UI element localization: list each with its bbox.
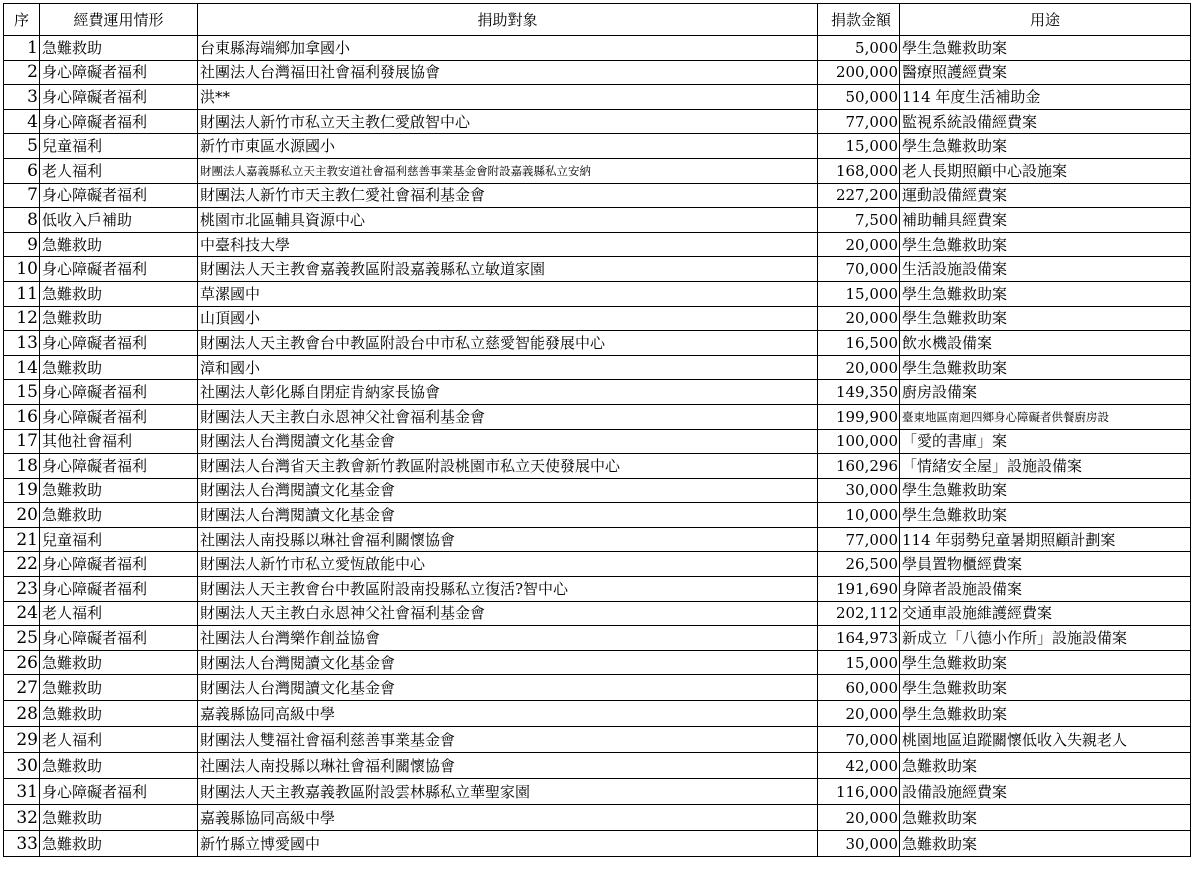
row-purpose: 運動設備經費案 — [900, 183, 1191, 208]
row-use: 急難救助 — [40, 355, 198, 380]
row-use: 急難救助 — [40, 503, 198, 528]
row-org: 社團法人彰化縣自閉症肯納家長協會 — [198, 380, 818, 405]
row-use: 其他社會福利 — [40, 429, 198, 454]
row-purpose: 身障者設施設備案 — [900, 577, 1191, 602]
row-org: 山頂國小 — [198, 306, 818, 331]
row-use: 身心障礙者福利 — [40, 331, 198, 356]
header-use: 經費運用情形 — [40, 4, 198, 36]
row-purpose: 交通車設施維護經費案 — [900, 601, 1191, 626]
table-row — [4, 675, 1191, 701]
table-row — [4, 779, 1191, 805]
row-purpose: 114 年度生活補助金 — [900, 85, 1191, 110]
row-seq: 4 — [4, 109, 40, 134]
row-purpose: 學生急難救助案 — [900, 701, 1191, 727]
header-purpose: 用途 — [900, 4, 1191, 36]
row-use: 兒童福利 — [40, 134, 198, 159]
row-amount: 26,500 — [818, 552, 900, 577]
row-seq: 27 — [4, 675, 40, 701]
row-use: 急難救助 — [40, 232, 198, 257]
row-seq: 29 — [4, 727, 40, 753]
row-amount: 20,000 — [818, 355, 900, 380]
row-org: 社團法人台灣福田社會福利發展協會 — [198, 60, 818, 85]
row-purpose: 監視系統設備經費案 — [900, 109, 1191, 134]
row-amount: 77,000 — [818, 109, 900, 134]
row-amount: 50,000 — [818, 85, 900, 110]
table-row — [4, 478, 1191, 503]
table-row — [4, 527, 1191, 552]
table-row — [4, 552, 1191, 577]
row-amount: 7,500 — [818, 208, 900, 233]
row-amount: 100,000 — [818, 429, 900, 454]
row-use: 急難救助 — [40, 36, 198, 61]
row-seq: 6 — [4, 158, 40, 183]
row-use: 身心障礙者福利 — [40, 454, 198, 479]
row-amount: 202,112 — [818, 601, 900, 626]
row-amount: 30,000 — [818, 831, 900, 857]
table-row — [4, 753, 1191, 779]
row-seq: 25 — [4, 626, 40, 651]
row-purpose: 醫療照護經費案 — [900, 60, 1191, 85]
row-use: 身心障礙者福利 — [40, 60, 198, 85]
table-body — [4, 36, 1191, 857]
table-row — [4, 805, 1191, 831]
row-amount: 20,000 — [818, 701, 900, 727]
row-seq: 14 — [4, 355, 40, 380]
row-org: 洪** — [198, 85, 818, 110]
row-amount: 199,900 — [818, 404, 900, 429]
table-row — [4, 727, 1191, 753]
row-use: 急難救助 — [40, 753, 198, 779]
row-use: 身心障礙者福利 — [40, 577, 198, 602]
row-use: 老人福利 — [40, 158, 198, 183]
row-purpose: 學生急難救助案 — [900, 355, 1191, 380]
row-org: 財團法人雙福社會福利慈善事業基金會 — [198, 727, 818, 753]
row-org: 財團法人台灣省天主教會新竹教區附設桃園市私立天使發展中心 — [198, 454, 818, 479]
row-purpose: 急難救助案 — [900, 831, 1191, 857]
row-amount: 42,000 — [818, 753, 900, 779]
row-seq: 13 — [4, 331, 40, 356]
row-purpose: 學員置物櫃經費案 — [900, 552, 1191, 577]
row-seq: 19 — [4, 478, 40, 503]
row-purpose: 飲水機設備案 — [900, 331, 1191, 356]
table-row — [4, 577, 1191, 602]
row-org: 嘉義縣協同高級中學 — [198, 701, 818, 727]
table-row — [4, 134, 1191, 159]
row-org: 財團法人天主教會嘉義教區附設嘉義縣私立敏道家園 — [198, 257, 818, 282]
row-purpose: 學生急難救助案 — [900, 503, 1191, 528]
row-seq: 33 — [4, 831, 40, 857]
row-use: 兒童福利 — [40, 527, 198, 552]
row-amount: 164,973 — [818, 626, 900, 651]
row-amount: 30,000 — [818, 478, 900, 503]
row-use: 急難救助 — [40, 831, 198, 857]
row-purpose: 114 年弱勢兒童暑期照顧計劃案 — [900, 527, 1191, 552]
row-org: 財團法人天主教會台中教區附設台中市私立慈愛智能發展中心 — [198, 331, 818, 356]
row-amount: 15,000 — [818, 650, 900, 675]
row-org: 財團法人台灣閱讀文化基金會 — [198, 429, 818, 454]
row-amount: 227,200 — [818, 183, 900, 208]
row-org: 財團法人嘉義縣私立天主教安道社會福利慈善事業基金會附設嘉義縣私立安納 — [198, 158, 818, 183]
row-purpose: 學生急難救助案 — [900, 232, 1191, 257]
row-purpose: 老人長期照顧中心設施案 — [900, 158, 1191, 183]
table-row — [4, 306, 1191, 331]
row-amount: 70,000 — [818, 257, 900, 282]
table-row — [4, 183, 1191, 208]
row-org: 桃園市北區輔具資源中心 — [198, 208, 818, 233]
table-row — [4, 85, 1191, 110]
row-seq: 24 — [4, 601, 40, 626]
row-seq: 2 — [4, 60, 40, 85]
row-amount: 70,000 — [818, 727, 900, 753]
table-row — [4, 109, 1191, 134]
row-amount: 168,000 — [818, 158, 900, 183]
donation-table — [3, 3, 1191, 857]
row-org: 財團法人新竹市私立天主教仁愛啟智中心 — [198, 109, 818, 134]
row-seq: 30 — [4, 753, 40, 779]
row-purpose: 桃園地區追蹤關懷低收入失親老人 — [900, 727, 1191, 753]
row-use: 老人福利 — [40, 601, 198, 626]
row-use: 身心障礙者福利 — [40, 109, 198, 134]
row-seq: 20 — [4, 503, 40, 528]
row-purpose: 學生急難救助案 — [900, 675, 1191, 701]
table-row — [4, 831, 1191, 857]
row-amount: 77,000 — [818, 527, 900, 552]
table-row — [4, 208, 1191, 233]
row-purpose: 學生急難救助案 — [900, 134, 1191, 159]
row-use: 身心障礙者福利 — [40, 183, 198, 208]
row-org: 台東縣海端鄉加拿國小 — [198, 36, 818, 61]
row-seq: 7 — [4, 183, 40, 208]
row-org: 新竹市東區水源國小 — [198, 134, 818, 159]
row-org: 社團法人台灣樂作創益協會 — [198, 626, 818, 651]
row-seq: 12 — [4, 306, 40, 331]
row-use: 身心障礙者福利 — [40, 552, 198, 577]
table-row — [4, 454, 1191, 479]
row-org: 財團法人台灣閱讀文化基金會 — [198, 478, 818, 503]
row-org: 財團法人天主教會台中教區附設南投縣私立復活?智中心 — [198, 577, 818, 602]
row-seq: 3 — [4, 85, 40, 110]
row-seq: 9 — [4, 232, 40, 257]
row-purpose: 設備設施經費案 — [900, 779, 1191, 805]
table-row — [4, 281, 1191, 306]
table-row — [4, 650, 1191, 675]
row-seq: 10 — [4, 257, 40, 282]
row-org: 財團法人天主教白永恩神父社會福利基金會 — [198, 404, 818, 429]
row-seq: 22 — [4, 552, 40, 577]
row-org: 財團法人台灣閱讀文化基金會 — [198, 503, 818, 528]
row-use: 急難救助 — [40, 675, 198, 701]
row-use: 身心障礙者福利 — [40, 779, 198, 805]
row-seq: 1 — [4, 36, 40, 61]
row-amount: 20,000 — [818, 805, 900, 831]
row-amount: 60,000 — [818, 675, 900, 701]
table-row — [4, 503, 1191, 528]
table-row — [4, 232, 1191, 257]
table-row — [4, 158, 1191, 183]
row-purpose: 新成立「八德小作所」設施設備案 — [900, 626, 1191, 651]
row-seq: 23 — [4, 577, 40, 602]
row-purpose: 急難救助案 — [900, 805, 1191, 831]
row-org: 社團法人南投縣以琳社會福利關懷協會 — [198, 753, 818, 779]
row-use: 身心障礙者福利 — [40, 626, 198, 651]
row-org: 新竹縣立博愛國中 — [198, 831, 818, 857]
row-amount: 20,000 — [818, 232, 900, 257]
row-seq: 8 — [4, 208, 40, 233]
header-seq: 序 — [4, 4, 40, 36]
row-org: 草漯國中 — [198, 281, 818, 306]
row-amount: 20,000 — [818, 306, 900, 331]
row-purpose: 學生急難救助案 — [900, 281, 1191, 306]
header-row — [4, 4, 1191, 36]
row-seq: 32 — [4, 805, 40, 831]
table-row — [4, 60, 1191, 85]
table-row — [4, 429, 1191, 454]
row-purpose: 學生急難救助案 — [900, 478, 1191, 503]
row-org: 中臺科技大學 — [198, 232, 818, 257]
row-seq: 5 — [4, 134, 40, 159]
table-row — [4, 380, 1191, 405]
row-seq: 11 — [4, 281, 40, 306]
row-org: 漳和國小 — [198, 355, 818, 380]
row-purpose: 學生急難救助案 — [900, 650, 1191, 675]
row-use: 急難救助 — [40, 805, 198, 831]
row-use: 身心障礙者福利 — [40, 380, 198, 405]
row-purpose: 「情緒安全屋」設施設備案 — [900, 454, 1191, 479]
row-seq: 18 — [4, 454, 40, 479]
table-header — [4, 4, 1191, 36]
row-amount: 200,000 — [818, 60, 900, 85]
row-amount: 10,000 — [818, 503, 900, 528]
row-org: 財團法人新竹市私立愛恆啟能中心 — [198, 552, 818, 577]
row-purpose: 學生急難救助案 — [900, 306, 1191, 331]
header-amount: 捐款金額 — [818, 4, 900, 36]
table-row — [4, 404, 1191, 429]
row-org: 社團法人南投縣以琳社會福利關懷協會 — [198, 527, 818, 552]
row-org: 財團法人台灣閱讀文化基金會 — [198, 650, 818, 675]
row-use: 急難救助 — [40, 281, 198, 306]
row-purpose: 「愛的書庫」案 — [900, 429, 1191, 454]
row-purpose: 生活設施設備案 — [900, 257, 1191, 282]
table-row — [4, 355, 1191, 380]
row-use: 身心障礙者福利 — [40, 404, 198, 429]
row-use: 急難救助 — [40, 701, 198, 727]
row-org: 嘉義縣協同高級中學 — [198, 805, 818, 831]
row-use: 低收入戶補助 — [40, 208, 198, 233]
row-org: 財團法人天主教白永恩神父社會福利基金會 — [198, 601, 818, 626]
row-use: 急難救助 — [40, 478, 198, 503]
row-amount: 15,000 — [818, 134, 900, 159]
row-use: 身心障礙者福利 — [40, 85, 198, 110]
table-row — [4, 701, 1191, 727]
row-use: 身心障礙者福利 — [40, 257, 198, 282]
row-use: 急難救助 — [40, 650, 198, 675]
table-row — [4, 331, 1191, 356]
row-amount: 15,000 — [818, 281, 900, 306]
row-use: 老人福利 — [40, 727, 198, 753]
row-org: 財團法人台灣閱讀文化基金會 — [198, 675, 818, 701]
row-amount: 160,296 — [818, 454, 900, 479]
row-seq: 31 — [4, 779, 40, 805]
header-org: 捐助對象 — [198, 4, 818, 36]
row-seq: 28 — [4, 701, 40, 727]
row-purpose: 臺東地區南迴四鄉身心障礙者供餐廚房設 — [900, 404, 1191, 429]
table-row — [4, 626, 1191, 651]
row-org: 財團法人新竹市天主教仁愛社會福利基金會 — [198, 183, 818, 208]
row-purpose: 學生急難救助案 — [900, 36, 1191, 61]
row-amount: 16,500 — [818, 331, 900, 356]
table-row — [4, 257, 1191, 282]
row-seq: 26 — [4, 650, 40, 675]
row-org: 財團法人天主教嘉義教區附設雲林縣私立華聖家園 — [198, 779, 818, 805]
row-use: 急難救助 — [40, 306, 198, 331]
row-seq: 16 — [4, 404, 40, 429]
row-seq: 21 — [4, 527, 40, 552]
row-amount: 191,690 — [818, 577, 900, 602]
row-amount: 116,000 — [818, 779, 900, 805]
row-amount: 5,000 — [818, 36, 900, 61]
table-row — [4, 36, 1191, 61]
row-amount: 149,350 — [818, 380, 900, 405]
row-purpose: 急難救助案 — [900, 753, 1191, 779]
table-row — [4, 601, 1191, 626]
row-seq: 17 — [4, 429, 40, 454]
row-purpose: 補助輔具經費案 — [900, 208, 1191, 233]
row-purpose: 廚房設備案 — [900, 380, 1191, 405]
row-seq: 15 — [4, 380, 40, 405]
